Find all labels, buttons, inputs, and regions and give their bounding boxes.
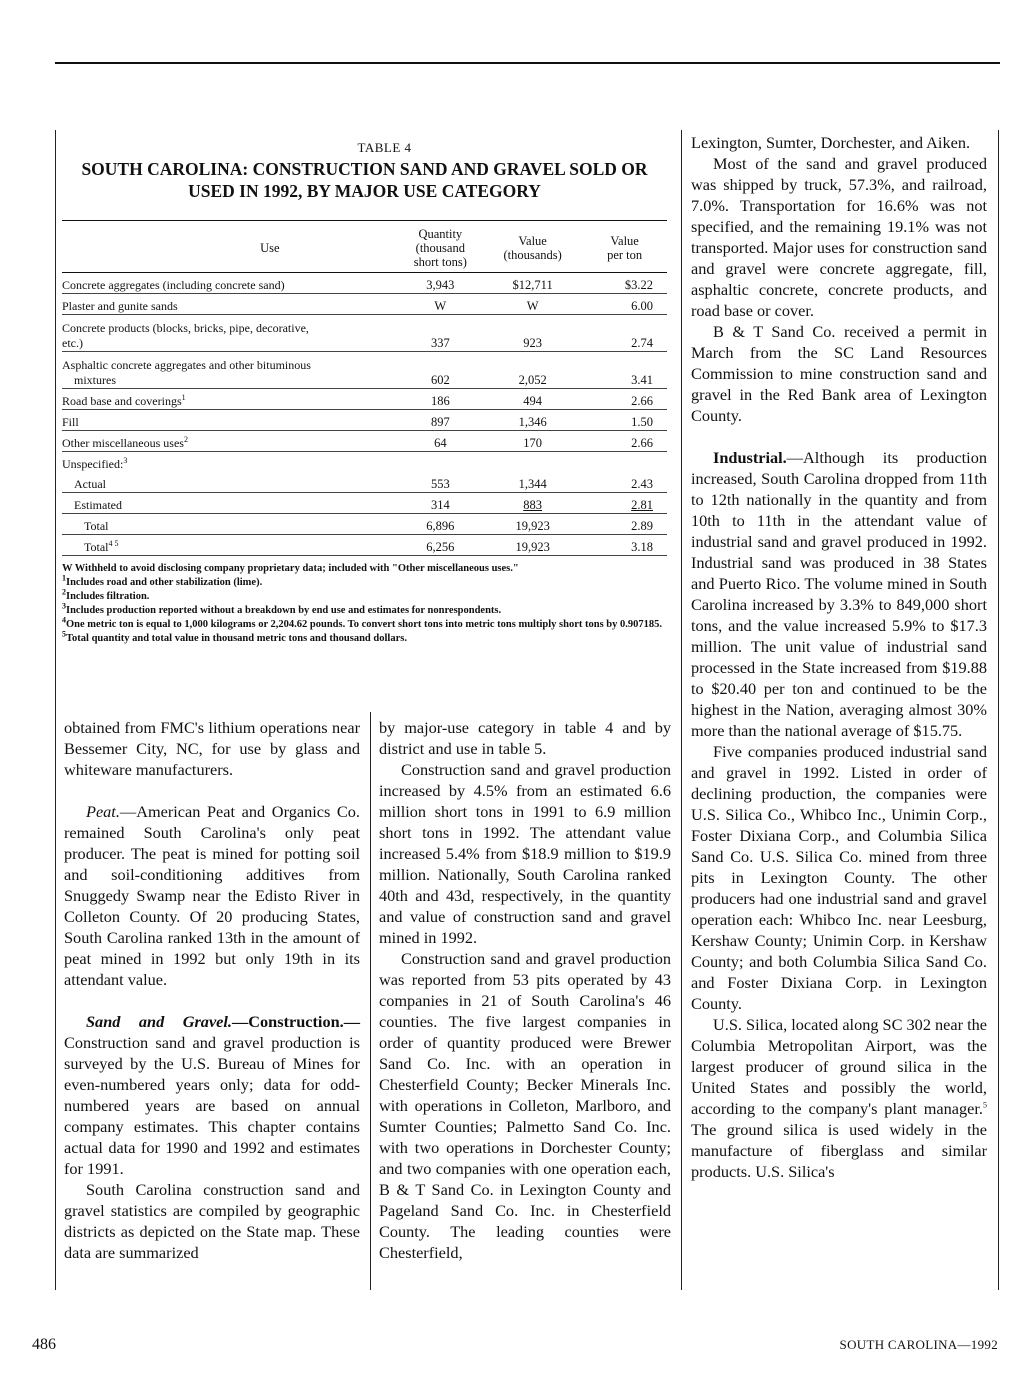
footnote-5 [62,629,667,646]
footnote-mark: 2 [62,587,66,597]
footnote-mark: 1 [62,573,66,583]
header-per-ton-l2: per ton [607,248,643,262]
row-use-line2: mixtures [74,373,116,387]
table-row [62,315,667,352]
row-per-ton: 1.50 [582,410,667,431]
header-per-ton-l1: Value [610,234,639,248]
row-value: 923 [483,315,582,352]
footnote-mark: 4 [62,615,66,625]
header-use-text: Use [260,241,280,255]
footnote-mark: 3 [62,601,66,611]
row-use [62,431,398,452]
row-quantity: 6,256 [398,535,483,556]
table-row [62,472,667,493]
page-number: 486 [32,1336,56,1353]
row-value: 1,344 [483,472,582,493]
spacer [691,426,987,447]
table-row [62,273,667,294]
row-quantity: W [398,294,483,315]
industrial-heading: Industrial. [713,448,787,467]
row-per-ton: 6.00 [582,294,667,315]
table-row [62,431,667,452]
row-per-ton [582,493,667,514]
footnote-text: Includes production reported without a breakdown by end use and estimates for nonrespondents. [66,605,502,616]
row-use: Total [62,514,398,535]
paragraph: Five companies produced industrial sand and gravel in 1992. Listed in order of declining production, the companies were U.S. Silica Co., Whibco Inc., Unimin Corp., Foster Dixiana Corp., and Columbia Silica Sand Co. U.S. Silica Co. mined from three pits in Lexington County. The other producers had one industrial sand and gravel operation each: Whibco Inc. near Leesburg, Kershaw County; Unimin Corp. in Kershaw County; and both Columbia Silica Sand Co. and Foster Dixiana Corp. in Lexington County. [691,742,987,1013]
spacer [64,780,360,801]
row-use-line1: Concrete products (blocks, bricks, pipe, decorative, [62,321,309,335]
paragraph: Lexington, Sumter, Dorchester, and Aiken. [691,133,971,152]
paragraph: Most of the sand and gravel produced was shipped by truck, 57.3%, and railroad, 7.0%. Transportation for 16.6% was not specified, and the remaining 19.1% was not transported. Major uses for construction sand and gravel were concrete aggregate, fill, asphaltic concrete, concrete products, and road base or cover. [691,154,987,320]
header-use [62,227,398,273]
row-value: W [483,294,582,315]
row-per-ton: 3.41 [582,352,667,389]
row-quantity: 337 [398,315,483,352]
footnote-text: Total quantity and total value in thousand metric tons and thousand dollars. [66,633,407,644]
table-label: TABLE 4 [357,140,412,155]
row-use-text: Road base and coverings [62,394,182,408]
row-per-ton: $3.22 [582,273,667,294]
table-row [62,514,667,535]
row-per-ton: 2.66 [582,431,667,452]
row-quantity: 64 [398,431,483,452]
row-quantity: 602 [398,352,483,389]
footnote-text: Includes filtration. [66,591,150,602]
row-value [483,452,582,473]
row-use [62,452,398,473]
row-use: Plaster and gunite sands [62,294,398,315]
row-use-text: Total [84,540,109,554]
paragraph: Construction sand and gravel production increased by 4.5% from an estimated 6.6 million short tons in 1991 to 6.9 million short tons in 1992. The attendant value increased 5.4% from $18.9 million to $19.9 million. Nationally, South Carolina ranked 40th and 43d, respectively, in the quantity and value of construction sand and gravel mined in 1992. [379,760,671,947]
row-value: $12,711 [483,273,582,294]
row-quantity: 6,896 [398,514,483,535]
peat-heading: Peat. [86,802,120,821]
table-row [62,535,667,556]
footnote-4 [62,615,667,632]
row-value: 494 [483,389,582,410]
header-quantity [398,227,483,273]
table-row [62,493,667,514]
sand-gravel-body: Construction sand and gravel production is surveyed by the U.S. Bureau of Mines for even-numbered years only; data for odd-numbered years are based on annual company estimates. This chapter contains actual data for 1990 and 1992 and estimates for 1991. [64,1033,360,1178]
footnote-mark: 2 [183,435,188,444]
row-value: 2,052 [483,352,582,389]
industrial-body: —Although its production increased, South Carolina dropped from 11th to 12th nationally in the quantity and from 10th to 11th in the attendant value of industrial sand and gravel produced in 1992. Industrial sand was produced in 38 States and Puerto Rico. The volume mined in South Carolina increased by 3.3% to 849,000 short tons, and the value increased 5.9% to $17.3 million. The unit value of industrial sand processed in the State increased from $19.88 to $20.40 per ton and continued to be the highest in the Nation, averaging almost 30% more than the national average of $15.75. [691,448,987,740]
row-quantity: 897 [398,410,483,431]
header-value-l1: Value [518,234,547,248]
row-per-ton-text: 2.81 [631,498,653,512]
row-per-ton [582,452,667,473]
paragraph-text: U.S. Silica, located along SC 302 near the Columbia Metropolitan Airport, was the largest producer of ground silica in the United States and possibly the world, according to the company's plant manager. [691,1015,988,1118]
row-use-line2: etc.) [62,336,83,350]
footnote-1 [62,573,667,590]
left-border [55,130,56,1290]
row-use [62,352,398,389]
column-3 [691,132,987,1182]
sand-gravel-heading: Sand and Gravel. [86,1012,232,1031]
table-row [62,389,667,410]
row-per-ton: 2.66 [582,389,667,410]
footnote-mark: 5 [983,1100,987,1110]
table-rule [62,220,667,221]
row-use [62,389,398,410]
footnote-w: W Withheld to avoid disclosing company proprietary data; included with "Other miscellaneous uses." [62,563,519,574]
row-use-line1: Asphaltic concrete aggregates and other bituminous [62,358,311,372]
table-title-line1: SOUTH CAROLINA: CONSTRUCTION SAND AND GRAVEL SOLD OR [81,159,648,179]
row-use: Fill [62,410,398,431]
paragraph: B & T Sand Co. received a permit in March from the SC Land Resources Commission to mine construction sand and gravel in the Red Bank area of Lexington County. [691,322,987,425]
row-value: 19,923 [483,514,582,535]
paragraph: Construction sand and gravel production was reported from 53 pits operated by 43 companies in 21 of South Carolina's 46 counties. The five largest companies in order of quantity produced were Brewer Sand Co. Inc. with an operation in Chesterfield County; Becker Minerals Inc. with operations in Colleton, Marlboro, and Sumter Counties; Palmetto Sand Co. Inc. with two operations in Dorchester County; and two companies with one operation each, B & T Sand Co. in Lexington County and Pageland Sand Co. Inc. in Chesterfield County. The leading counties were Chesterfield, [379,949,671,1262]
row-value: 1,346 [483,410,582,431]
row-value: 170 [483,431,582,452]
spacer [64,990,360,1011]
table-footnotes [62,562,667,646]
footnote-mark: 3 [123,456,128,465]
row-use: Concrete aggregates (including concrete sand) [62,273,398,294]
col-divider-1 [370,712,371,1290]
row-quantity: 186 [398,389,483,410]
footnote-3 [62,601,667,618]
paragraph: South Carolina construction sand and gravel statistics are compiled by geographic districts as depicted on the State map. These data are summarized [64,1180,360,1262]
row-use [62,535,398,556]
row-per-ton: 3.18 [582,535,667,556]
top-rule [55,62,1000,64]
row-use: Actual [62,472,398,493]
header-quantity-l3: short tons) [413,255,467,269]
footnote-text: Includes road and other stabilization (lime). [66,577,263,588]
row-use: Estimated [62,493,398,514]
column-1 [64,717,360,1263]
table-row [62,352,667,389]
row-quantity [398,452,483,473]
row-quantity: 3,943 [398,273,483,294]
row-use-text: Unspecified: [62,457,124,471]
row-per-ton: 2.43 [582,472,667,493]
row-value [483,493,582,514]
table-row [62,294,667,315]
industrial-paragraph [691,447,987,741]
paragraph-text: The ground silica is used widely in the manufacture of fiberglass and similar products. U.S. Silica's [691,1120,987,1181]
peat-body: —American Peat and Organics Co. remained South Carolina's only peat producer. The peat is mined for potting soil and soil-conditioning additives from Snuggedy Swamp near the Edisto River in Colleton County. Of 20 producing States, South Carolina ranked 13th in the amount of peat mined in 1992 but only 19th in its attendant value. [64,802,360,989]
header-quantity-l2: (thousand [415,241,465,255]
table-4 [62,140,667,646]
row-quantity: 314 [398,493,483,514]
row-quantity: 553 [398,472,483,493]
paragraph [691,1014,987,1182]
col-divider-2 [681,130,682,1290]
footnote-mark: 5 [62,629,66,639]
row-value: 19,923 [483,535,582,556]
table-header-row [62,227,667,273]
paragraph: obtained from FMC's lithium operations near Bessemer City, NC, for use by glass and whiteware manufacturers. [64,718,360,779]
construction-subheading: —Construction.— [232,1012,360,1031]
row-use [62,315,398,352]
running-title: SOUTH CAROLINA—1992 [839,1337,998,1352]
table-title-line2: USED IN 1992, BY MAJOR USE CATEGORY [188,181,541,201]
footnote-mark: 1 [181,393,186,402]
data-table [62,227,667,556]
footnote-text: One metric ton is equal to 1,000 kilograms or 2,204.62 pounds. To convert short tons into metric tons multiply short tons by 0.907185. [66,619,662,630]
paragraph: by major-use category in table 4 and by district and use in table 5. [379,718,671,758]
row-per-ton: 2.74 [582,315,667,352]
row-per-ton: 2.89 [582,514,667,535]
column-2 [379,717,671,1263]
peat-paragraph [64,801,360,990]
sand-gravel-paragraph [64,1011,360,1179]
footnote-mark: 4 5 [108,539,119,548]
table-row [62,452,667,473]
row-value-text: 883 [523,498,542,512]
header-value [483,227,582,273]
row-use-text: Other miscellaneous uses [62,436,184,450]
header-quantity-l1: Quantity [418,227,463,241]
table-row [62,410,667,431]
header-value-l2: (thousands) [503,248,562,262]
header-per-ton [582,227,667,273]
footnote-2 [62,587,667,604]
right-border [998,130,999,1290]
